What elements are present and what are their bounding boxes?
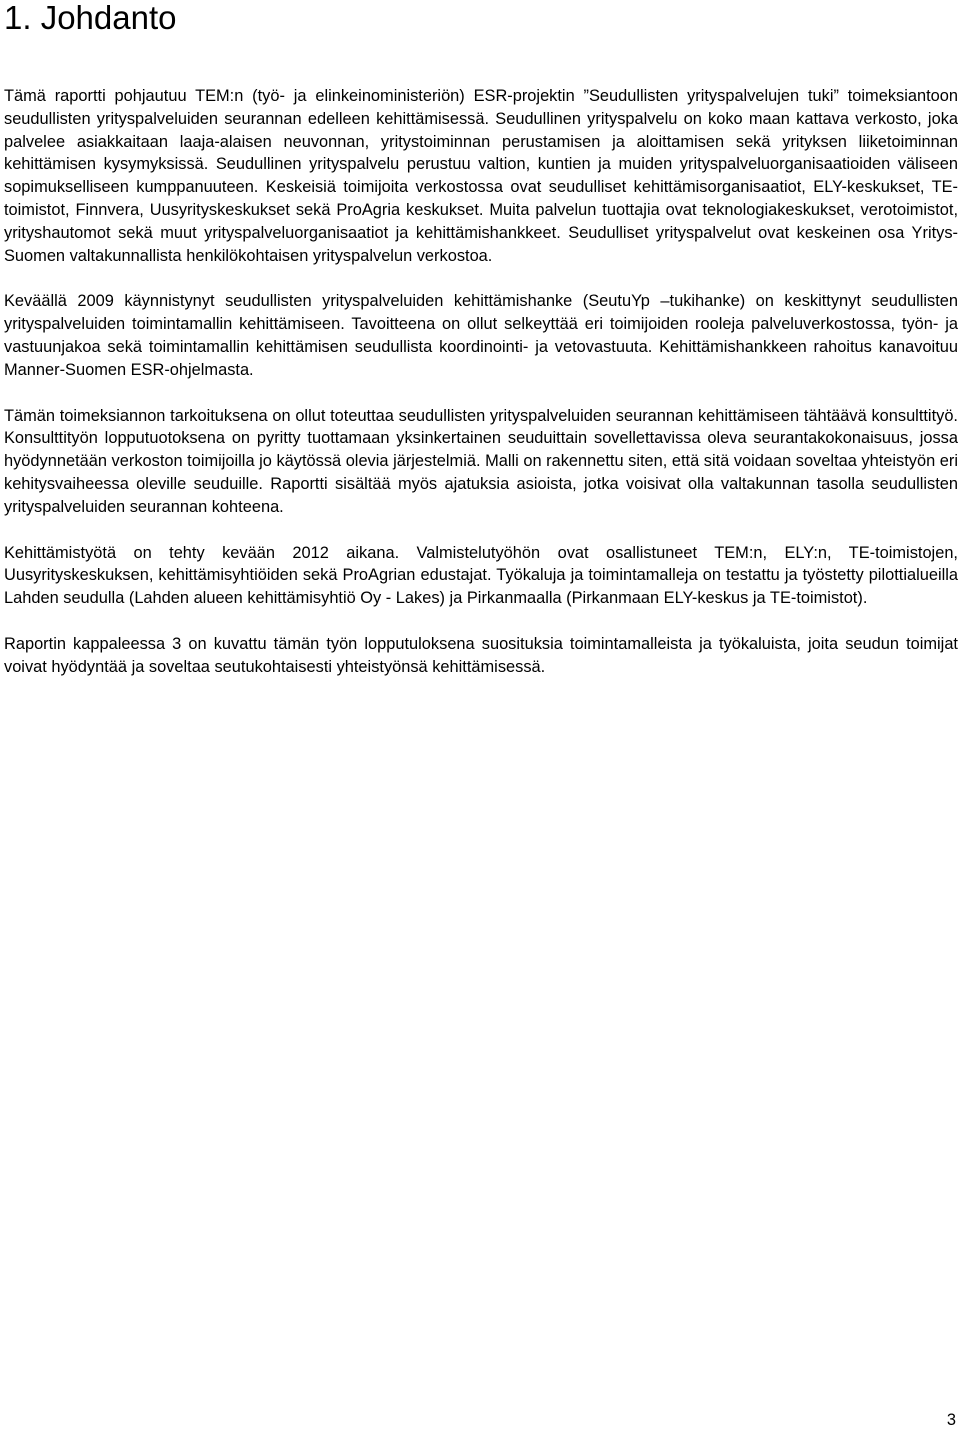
page-number: 3	[946, 1411, 956, 1429]
paragraph-2: Keväällä 2009 käynnistynyt seudullisten yrityspalveluiden kehittämishanke (SeutuYp –tukihanke) on keskittynyt seudullisten yrityspalveluiden toimintamallin kehittämiseen. Tavoitteena on ollut selkeyttää eri toimijoiden rooleja palveluverkostossa, työn- ja vastuunjakoa sekä toimintamallin kehittämisen seudullista koordinointi- ja vetovastuuta. Kehittämishankkeen rahoitus kanavoituu Manner-Suomen ESR-ohjelmasta.	[4, 292, 958, 379]
paragraph-4: Kehittämistyötä on tehty kevään 2012 aikana. Valmistelutyöhön ovat osallistuneet TEM:n, ELY:n, TE-toimistojen, Uusyrityskeskuksen, kehittämisyhtiöiden sekä ProAgrian edustajat. Työkaluja ja toimintamalleja on testattu ja työstetty pilottialueilla Lahden seudulla (Lahden alueen kehittämisyhtiö Oy - Lakes) ja Pirkanmaalla (Pirkanmaan ELY-keskus ja TE-toimistot).	[4, 543, 958, 608]
chapter-body	[4, 85, 958, 702]
paragraph-5: Raportin kappaleessa 3 on kuvattu tämän työn lopputuloksena suosituksia toimintamalleista ja työkaluista, joita seudun toimijat voivat hyödyntää ja soveltaa seutukohtaisesti yhteistyönsä kehittämisessä.	[4, 634, 958, 676]
chapter-heading: 1. Johdanto	[4, 0, 177, 36]
paragraph-3: Tämän toimeksiannon tarkoituksena on ollut toteuttaa seudullisten yrityspalveluiden seurannan kehittämiseen tähtäävä konsulttityö. Konsulttityön lopputuotoksena on pyritty tuottamaan yksinkertainen seuduittain sovellettavissa oleva seurantakokonaisuus, jossa hyödynnetään verkoston toimijoilla jo käytössä olevia järjestelmiä. Malli on rakennettu siten, että sitä voidaan soveltaa yhteistyön eri kehitysvaiheessa oleville seuduille. Raportti sisältää myös ajatuksia asioista, jotka voisivat olla valtakunnan tasolla seudullisten yrityspalveluiden seurannan kohteena.	[4, 406, 958, 516]
paragraph-1: Tämä raportti pohjautuu TEM:n (työ- ja elinkeinoministeriön) ESR-projektin ”Seudullisten yrityspalvelujen tuki” toimeksiantoon seudullisten yrityspalveluiden seurannan edelleen kehittämisessä. Seudullinen yrityspalvelu on koko maan kattava verkosto, joka palvelee asiakkaitaan laaja-alaisen neuvonnan, yritystoiminnan perustamisen ja aloittamisen sekä yrityksen liiketoiminnan kehittämisen kysymyksissä. Seudullinen yrityspalvelu perustuu valtion, kuntien ja muiden yrityspalveluorganisaatioiden väliseen sopimukselliseen kumppanuuteen. Keskeisiä toimijoita verkostossa ovat seudulliset kehittämisorganisaatiot, ELY-keskukset, TE-toimistot, Finnvera, Uusyrityskeskukset sekä ProAgria keskukset. Muita palvelun tuottajia ovat teknologiakeskukset, verotoimistot, yrityshautomot sekä muut yrityspalveluorganisaatiot ja kehittämishankkeet. Seudulliset yrityspalvelut ovat keskeinen osa Yritys-Suomen valtakunnallista henkilökohtaisen yrityspalvelun verkostoa.	[4, 87, 958, 265]
